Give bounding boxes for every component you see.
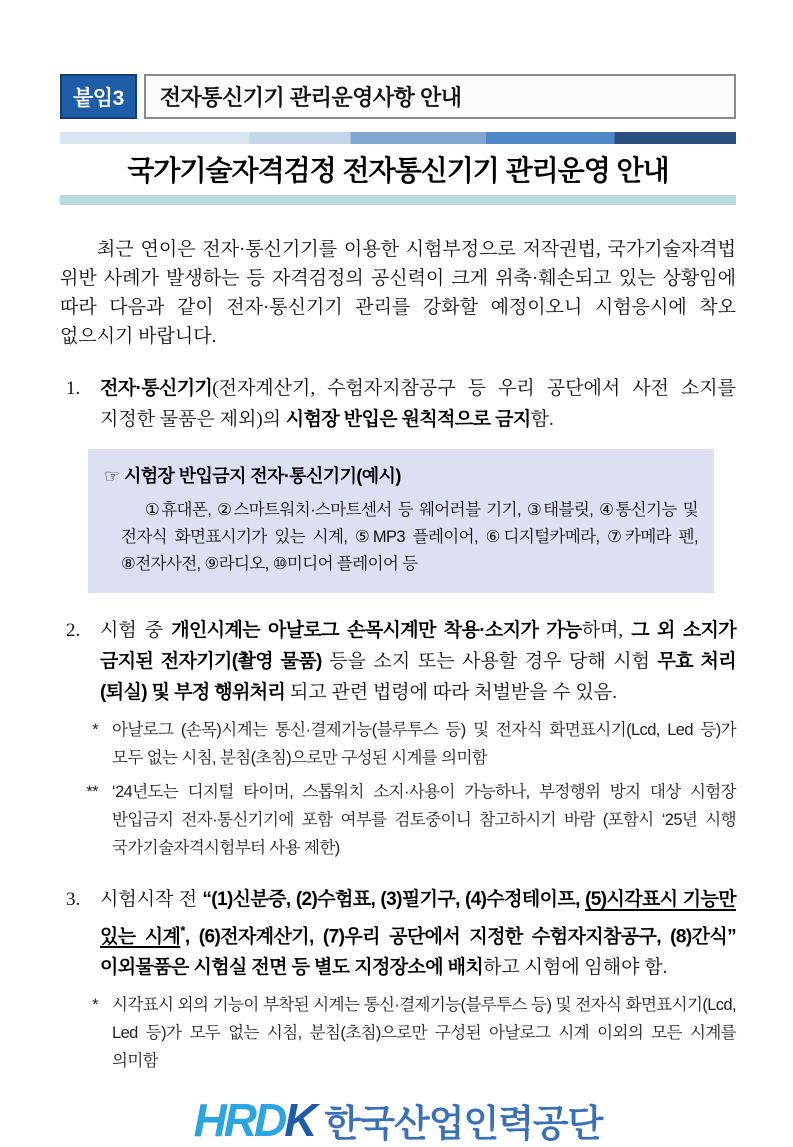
item-2-notes bbox=[60, 716, 736, 862]
footnote-text: 아날로그 (손목)시계는 통신·결제기능(블루투스 등) 및 전자식 화면표시기(Lcd, Led 등)가 모두 없는 시침, 분침(초침)으로만 구성된 시계를 의미함 bbox=[112, 721, 736, 767]
teal-divider bbox=[60, 195, 736, 205]
item-3-run-normal: 하고 시험에 임해야 함. bbox=[483, 957, 668, 979]
item-2-run-normal: 등을 소지 또는 사용할 경우 당해 시험 bbox=[321, 651, 658, 672]
hrdk-logo-korean: 한국산업인력공단 bbox=[324, 1103, 603, 1145]
footnote-marker: * bbox=[92, 721, 98, 739]
item-3-run-superscript: * bbox=[180, 923, 185, 938]
footnote-text: 시각표시 외의 기능이 부착된 시계는 통신·결제기능(블루투스 등) 및 전자식 화면표시기(Lcd, Led 등)가 모두 없는 시침, 분침(초침)으로만 구성된 아날로그 시계 이외의 모든 시계를 의미함 bbox=[112, 996, 736, 1071]
list-item-2 bbox=[60, 615, 736, 708]
attachment-badge: 붙임3 bbox=[60, 74, 137, 119]
hrdk-logo-latin-light: HRD bbox=[193, 1094, 285, 1147]
footnote bbox=[60, 716, 736, 772]
list-item-3 bbox=[60, 884, 736, 983]
footnote bbox=[60, 778, 736, 862]
header-title-box: 전자통신기기 관리운영사항 안내 bbox=[144, 74, 736, 119]
item-2-run-bold: 무효 처리(퇴실) 및 부정 행위처리 bbox=[100, 651, 737, 703]
item-3-run-normal: 시험시작 전 bbox=[100, 889, 203, 910]
hrdk-logo-latin-dark: K bbox=[284, 1094, 315, 1147]
item-1-run-normal: 함. bbox=[530, 409, 554, 430]
list-item-1 bbox=[60, 373, 736, 435]
main-title: 국가기술자격검정 전자통신기기 관리운영 안내 bbox=[127, 155, 669, 186]
item-3-run-bold: , (6)전자계산기, (7)우리 공단에서 지정한 수험자지참공구, (8)간식” 이외물품은 시험실 전면 등 별도 지정장소에 배치 bbox=[100, 926, 736, 979]
item-2-run-normal: 하며, bbox=[581, 620, 632, 641]
prohibited-devices-box-body: ①휴대폰, ②스마트워치·스마트센서 등 웨어러블 기기, ③태블릿, ④통신기능 및 전자식 화면표시기가 있는 시계, ⑤MP3 플레이어, ⑥디지털카메라, ⑦카메라 펜, ⑧전자사전, ⑨라디오, ⑩미디어 플레이어 등 bbox=[121, 501, 698, 573]
intro-paragraph: 최근 연이은 전자·통신기기를 이용한 시험부정으로 저작권법, 국가기술자격법 위반 사례가 발생하는 등 자격검정의 공신력이 크게 위축·훼손되고 있는 상황임에 따라 다음과 같이 전자·통신기기 관리를 강화할 예정이오니 시험응시에 착오 없으시기 바랍니다. bbox=[60, 239, 736, 347]
hrdk-logo bbox=[60, 1093, 736, 1147]
item-2-number: 2. bbox=[66, 620, 81, 641]
item-1-run-bold: 시험장 반입은 원칙적으로 금지 bbox=[285, 409, 531, 430]
item-3-notes bbox=[60, 991, 736, 1075]
item-3-run-bold-underline: (5)시각표시 기능만 있는 시계 bbox=[100, 889, 736, 948]
item-2-run-bold: 개인시계는 아날로그 손목시계만 착용·소지가 가능 bbox=[171, 620, 582, 641]
item-3-number: 3. bbox=[66, 889, 81, 910]
item-1-run-normal: (전자계산기, 수험자지참공구 등 우리 공단에서 사전 소지를 지정한 물품은 제외)의 bbox=[100, 378, 736, 430]
document-page bbox=[60, 0, 736, 1147]
prohibited-devices-box-title: ☞ 시험장 반입금지 전자·통신기기(예시) bbox=[104, 466, 401, 486]
gradient-divider bbox=[60, 132, 736, 144]
item-2-run-bold: 그 외 소지가 금지된 전자기기(촬영 물품) bbox=[100, 620, 736, 672]
footnote-marker: * bbox=[92, 996, 98, 1015]
header bbox=[60, 74, 736, 119]
item-3-run-bold: “(1)신분증, (2)수험표, (3)필기구, (4)수정테이프, bbox=[202, 889, 586, 910]
item-1-number: 1. bbox=[66, 378, 81, 399]
item-2-run-normal: 시험 중 bbox=[100, 620, 172, 641]
footnote bbox=[60, 991, 736, 1075]
item-1-run-bold: 전자·통신기기 bbox=[100, 378, 213, 399]
item-2-run-normal: 되고 관련 법령에 따라 처벌받을 수 있음. bbox=[285, 682, 617, 703]
footnote-marker: ** bbox=[86, 783, 98, 801]
prohibited-devices-box bbox=[88, 449, 714, 593]
footnote-text: ‘24년도는 디지털 타이머, 스톱워치 소지·사용이 가능하나, 부정행위 방지 대상 시험장 반입금지 전자·통신기기에 포함 여부를 검토중이니 참고하시기 바람 (포함시 ‘25년 시행 국가기술자격시험부터 사용 제한) bbox=[112, 783, 736, 857]
